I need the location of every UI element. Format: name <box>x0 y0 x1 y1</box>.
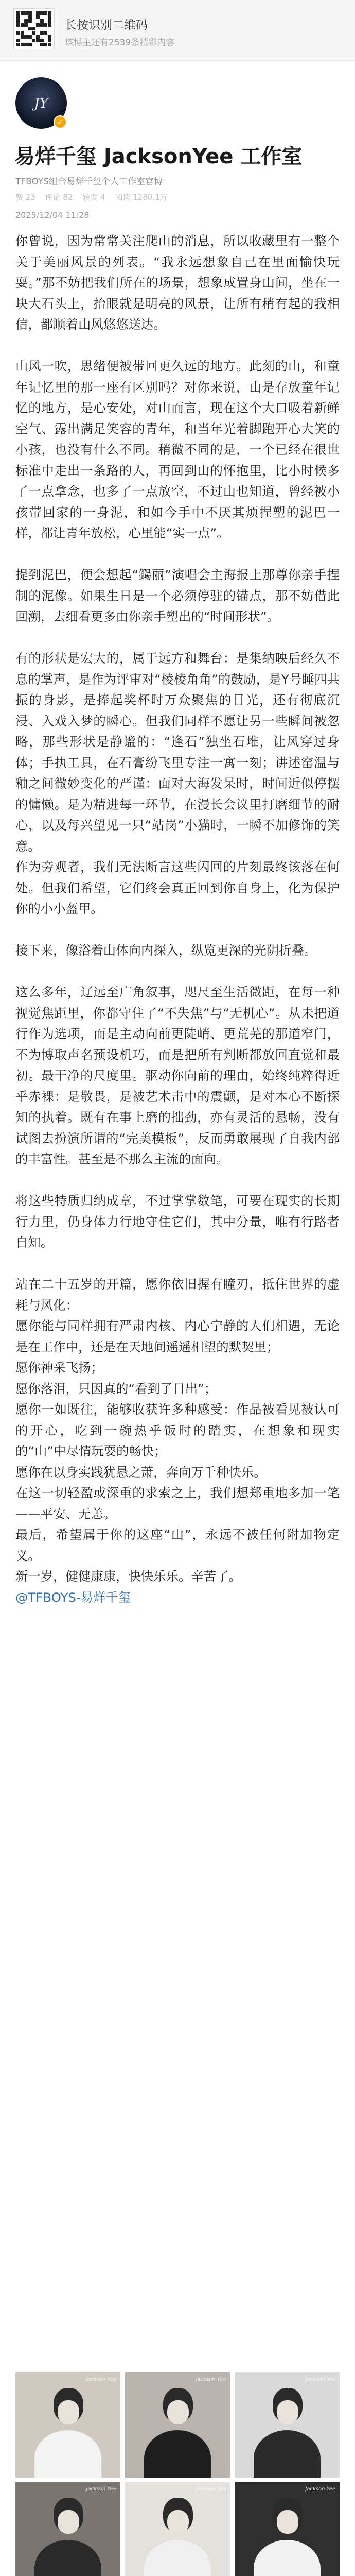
photo-figure-face <box>58 2400 79 2424</box>
verified-icon: ✓ <box>54 115 67 129</box>
paragraph: 山风一吹，思绪便被带回更久远的地方。此刻的山，和童年记忆里的那一座有区别吗？对你来说，山是存放童年记忆的地方，是心安处，对山而言，现在这个大口吸着新鲜空气、露出满足笑容的青年，和当年光着脚跑开心大笑的小孩，也没有什么不同。稍微不同的是，一个已经在很世标准中走出一条路的人，再回到山的怀抱里，比小时候多了一点拿念，也多了一点放空，不过山也知道，曾经被小孩带回家的一身泥，和如今手中不厌其烦捏塑的泥巴一样，都让青年放松，心里能“实一点”。 <box>15 359 340 540</box>
photo-thumbnail[interactable] <box>125 2372 230 2478</box>
qr-code-icon[interactable] <box>13 8 55 49</box>
photo-figure-face <box>277 2510 298 2534</box>
banner-title: 长按识别二维码 <box>65 19 148 32</box>
photo-thumbnail[interactable] <box>15 2372 120 2478</box>
paragraph: 接下来，像浴着山体向内探入，纵览更深的光阴折叠。 <box>15 943 317 958</box>
post-meta <box>15 192 175 202</box>
paragraph: 你曾说，因为常常关注爬山的消息，所以收藏里有一整个关于美丽风景的列表。“我永远想象自己在里面愉快玩耍。”那不妨把我们所在的场景，想象成置身山间，坐在一块大石头上，抬眼就是明亮的风景，让所有稍有起的我相信，都顺着山风悠悠送达。 <box>15 233 340 332</box>
photo-thumbnail[interactable] <box>15 2482 120 2576</box>
photo-figure-face <box>167 2510 189 2534</box>
photo-grid <box>15 2372 340 2576</box>
paragraph: 愿你落泪，只因真的“看到了日出”； <box>15 1381 217 1396</box>
photo-figure-face <box>167 2400 189 2424</box>
qr-banner <box>0 0 355 61</box>
author-description: TFBOYS组合易烊千玺个人工作室官博 <box>15 177 163 187</box>
paragraph: 愿你一如既往，能够收获许多种感受：作品被看见被认可的开心，吃到一碗热乎饭时的踏实，在想象和现实的“山”中尽情玩耍的畅快； <box>15 1402 340 1459</box>
meta-reads: 阅读 1280.1万 <box>115 193 168 202</box>
mention-text[interactable]: @TFBOYS-易烊千玺 <box>15 1589 131 1605</box>
paragraph: 这么多年，辽远至广角叙事，咫尺至生活微距，在每一种视觉焦距里，你都守住了“不失焦”与“无机心”。从未把道行作为选项，而是主动向前更陡峭、更荒芜的那道窄门，不为博取声名预设机巧，而是把所有判断都放回直觉和最初。最干净的尺度里。驱动你向前的理由，始终纯粹得近乎赤裸：是敬畏，是被艺术击中的震颤，是对本心不断探知的执着。既有在事上磨的拙劲，亦有灵活的悬畅，没有试图去扮演所谓的“完美模板”，反而勇敢展现了自我内部的丰富性。甚至是不那么主流的面向。 <box>15 985 340 1166</box>
article-body <box>15 231 340 1608</box>
photo-figure-face <box>58 2510 79 2534</box>
paragraph: 愿你能与同样拥有严肃内核、内心宁静的人们相遇，无论是在工作中，还是在天地间遥遥相望的默契里； <box>15 1318 340 1354</box>
meta-likes: 赞 23 <box>15 193 36 202</box>
paragraph: 站在二十五岁的开篇，愿你依旧握有瞳刃，抵住世界的虚耗与风化： <box>15 1277 340 1313</box>
avatar-text: JY <box>34 96 48 111</box>
paragraph: 作为旁观者，我们无法断言这些闪回的片刻最终该落在何处。但我们希望，它们终会真正回到你自身上，化为保护你的小小盔甲。 <box>15 859 340 916</box>
photo-watermark: Jackson Yee <box>196 2486 226 2492</box>
author-name[interactable]: 易烊千玺 JacksonYee 工作室 <box>14 145 303 168</box>
photo-watermark: Jackson Yee <box>305 2486 335 2492</box>
paragraph: 最后，希望属于你的这座“山”，永远不被任何附加物定义。 <box>15 1527 340 1563</box>
paragraph: 愿你神采飞扬； <box>15 1360 103 1375</box>
photo-watermark: Jackson Yee <box>86 2486 116 2492</box>
photo-thumbnail[interactable] <box>125 2482 230 2576</box>
photo-figure-face <box>277 2400 298 2424</box>
photo-watermark: Jackson Yee <box>196 2377 226 2382</box>
mention-link[interactable] <box>15 1587 340 1608</box>
paragraph: 愿你在以身实践犹悬之萧，奔向万千种快乐。 <box>15 1464 267 1480</box>
photo-thumbnail[interactable] <box>235 2482 340 2576</box>
photo-thumbnail[interactable] <box>235 2372 340 2478</box>
paragraph: 提到泥巴，便会想起“鐊丽”演唱会主海报上那尊你亲手捏制的泥像。如果生日是一个必须停驻的锚点，那不妨借此回溯，去细看更多由你亲手塑出的“时间形状”。 <box>15 567 340 624</box>
paragraph: 新一岁，健健康康，快快乐乐。辛苦了。 <box>15 1569 242 1584</box>
banner-subtitle: 该博主还有2539条精彩内容 <box>65 38 175 48</box>
meta-comments: 评论 82 <box>45 193 73 202</box>
photo-watermark: Jackson Yee <box>86 2377 116 2382</box>
meta-reposts: 转发 4 <box>82 193 105 202</box>
paragraph: 在这一切轻盈或深重的求索之上，我们想郑重地多加一笔——平安、无恙。 <box>15 1485 340 1521</box>
photo-watermark: Jackson Yee <box>305 2377 335 2382</box>
post-date: 2025/12/04 11:28 <box>15 210 90 220</box>
paragraph: 有的形状是宏大的，属于远方和舞台：是集纳映后经久不息的掌声，是作为评审对“棱棱角角”的鼓励，是Y号睡四共振的身影，是捧起奖杯时万众聚焦的目光，还有彻底沉浸、入戏入梦的瞬心。但我们同样不愿让另一些瞬间被忽略，那些形状是静谧的：“逢石”独坐石堆，让风穿过身体；手执工具，在石膏纷飞里专注一寓一刻；讲述窑温与釉之间微妙变化的严谨：面对大海发呆时，时间近似停摆的慵懒。是为精进每一环节，在漫长会议里打磨细节的耐心，以及每兴望见一只“站岗”小猫时，一瞬不加修饰的笑意。 <box>15 651 340 854</box>
paragraph: 将这些特质归纳成章，不过掌掌数笔，可要在现实的长期行力里，仍身体力行地守住它们，其中分量，唯有行路者自知。 <box>15 1193 340 1250</box>
